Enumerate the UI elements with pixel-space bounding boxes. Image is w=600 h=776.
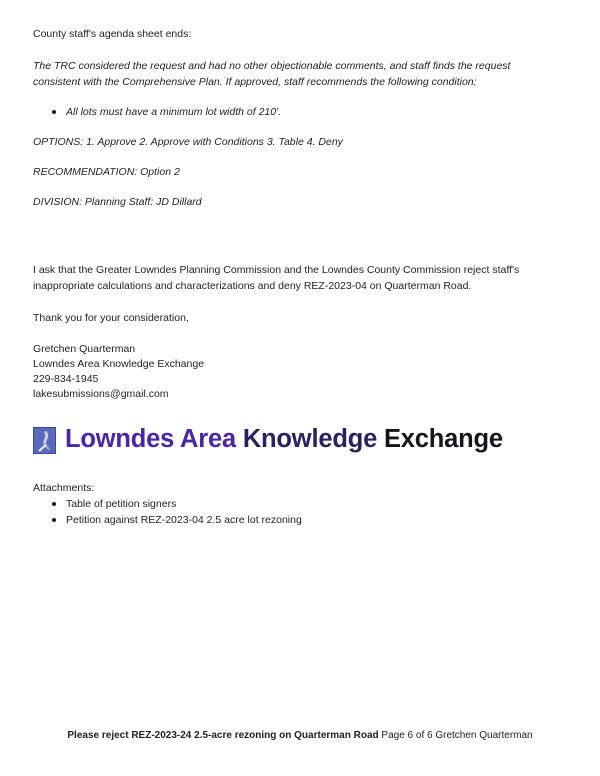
- signature-name: Gretchen Quarterman: [33, 343, 136, 355]
- spacer: [33, 326, 523, 342]
- list-item: Table of petition signers: [33, 496, 523, 512]
- logo-word-two: Knowledge: [242, 425, 384, 454]
- list-item: Petition against REZ-2023-04 2.5 acre lot rezoning: [33, 512, 523, 528]
- spacer: [33, 294, 523, 310]
- signature-email: lakesubmissions@gmail.com: [33, 388, 169, 400]
- logo-word-three: Exchange: [383, 425, 503, 454]
- lake-logo: [33, 422, 523, 458]
- request-paragraph: I ask that the Greater Lowndes Planning Commission and the Lowndes County Commission reject staff's inappropriate calculations and characterizations and deny REZ-2023-04 on Quarterman Road.: [33, 264, 520, 292]
- closing-line: Thank you for your consideration,: [33, 312, 189, 324]
- signature-phone: 229-834-1945: [33, 373, 99, 385]
- attachments-heading: Attachments:: [33, 482, 95, 494]
- attachments-list: [33, 496, 523, 528]
- spacer: [33, 210, 523, 262]
- spacer: [33, 150, 523, 164]
- options-line: OPTIONS: 1. Approve 2. Approve with Conditions 3. Table 4. Deny: [33, 136, 343, 148]
- hawk-bird-logo-icon: [33, 427, 56, 454]
- logo-word-one: Lowndes Area: [65, 425, 243, 454]
- lake-logo-text: [65, 427, 503, 453]
- footer-title: Please reject REZ-2023-24 2.5-acre rezoning on Quarterman Road: [67, 730, 379, 741]
- division-line: DIVISION: Planning Staff: JD Dillard: [33, 196, 202, 208]
- staff-quote-paragraph: The TRC considered the request and had no other objectionable comments, and staff finds the request consistent with the Comprehensive Plan. If approved, staff recommends the following condition:: [33, 60, 511, 88]
- spacer: [33, 42, 523, 58]
- intro-line: County staff's agenda sheet ends:: [33, 28, 192, 40]
- document-body: [33, 26, 523, 528]
- spacer: [33, 458, 523, 480]
- signature-organization: Lowndes Area Knowledge Exchange: [33, 358, 205, 370]
- page-footer: [0, 729, 600, 743]
- footer-page-info: Page 6 of 6 Gretchen Quarterman: [378, 730, 533, 741]
- spacer: [33, 120, 523, 134]
- spacer: [33, 180, 523, 194]
- spacer: [33, 90, 523, 104]
- recommendation-line: RECOMMENDATION: Option 2: [33, 166, 180, 178]
- list-item: All lots must have a minimum lot width of 210'.: [33, 104, 523, 120]
- condition-list: [33, 104, 523, 120]
